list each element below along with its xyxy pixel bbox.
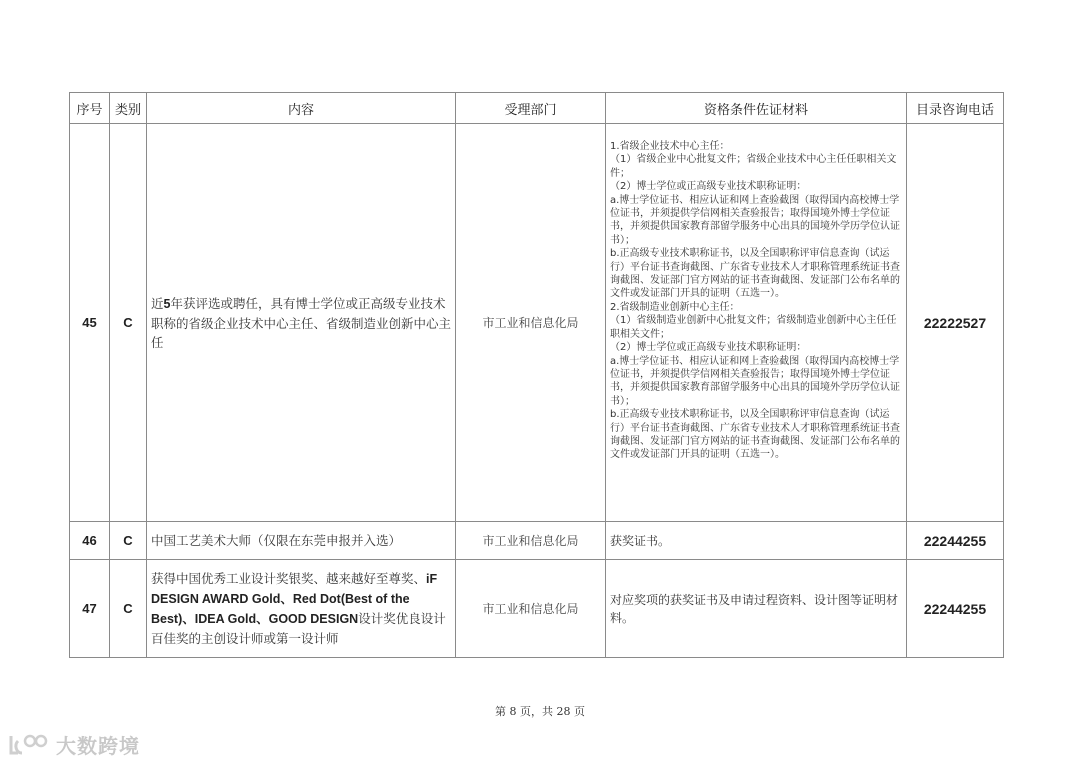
row-materials: 获奖证书。	[606, 522, 907, 560]
row-content: 中国工艺美术大师（仅限在东莞申报并入选）	[147, 522, 456, 560]
materials-line: （2）博士学位或正高级专业技术职称证明：	[610, 342, 807, 354]
table-row	[70, 522, 1004, 560]
row-category: C	[110, 522, 147, 560]
content-number: 5	[163, 296, 171, 311]
row-serial-number: 47	[70, 560, 110, 658]
header-phone: 目录咨询电话	[907, 93, 1004, 124]
watermark	[8, 730, 140, 759]
content-text: 获得中国优秀工业设计奖银奖、越来越好至尊奖、	[151, 571, 427, 586]
row-content	[147, 124, 456, 522]
materials-line: （2）博士学位或正高级专业技术职称证明：	[610, 181, 807, 193]
row-phone: 22222527	[907, 124, 1004, 522]
row-content	[147, 560, 456, 658]
content-text: 设计奖优良设计百佳奖的主创设计师或第一设计师	[151, 611, 446, 646]
row-department: 市工业和信息化局	[456, 522, 606, 560]
row-serial-number: 45	[70, 124, 110, 522]
watermark-logo-icon	[8, 733, 50, 757]
header-department: 受理部门	[456, 93, 606, 124]
qualification-table	[69, 92, 1004, 658]
row-materials	[606, 124, 907, 522]
content-award-names: iF DESIGN AWARD Gold、Red Dot(Best of the Best)、IDEA Gold、GOOD DESIGN	[151, 572, 438, 626]
content-text: 近	[151, 295, 164, 311]
table-header-row	[70, 93, 1004, 124]
row-department: 市工业和信息化局	[456, 560, 606, 658]
header-content: 内容	[147, 93, 456, 124]
header-category: 类别	[110, 93, 147, 124]
row-category: C	[110, 124, 147, 522]
materials-line: （1）省级企业中心批复文件；省级企业技术中心主任任职相关文件；	[610, 154, 897, 179]
materials-line: a.博士学位证书、相应认证和网上查验截图（取得国内高校博士学位证书，并须提供学信网相关查验报告；取得国境外博士学位证书，并须提供国家教育部留学服务中心出具的国境外学历学位认证书）；	[610, 194, 900, 246]
row-materials: 对应奖项的获奖证书及申请过程资料、设计图等证明材料。	[606, 560, 907, 658]
row-category: C	[110, 560, 147, 658]
header-materials: 资格条件佐证材料	[606, 93, 907, 124]
materials-line: （1）省级制造业创新中心批复文件；省级制造业创新中心主任任职相关文件；	[610, 315, 897, 340]
watermark-text: 大数跨境	[56, 734, 140, 758]
table-row	[70, 124, 1004, 522]
materials-line: b.正高级专业技术职称证书，以及全国职称评审信息查询（试运行）平台证书查询截图、广东省专业技术人才职称管理系统证书查询截图、发证部门官方网站的证书查询截图、发证部门公布名单的文件或发证部门开具的证明（五选一）。	[610, 248, 900, 300]
page-number-footer: 第 8 页，共 28 页	[495, 705, 585, 718]
row-phone: 22244255	[907, 560, 1004, 658]
materials-line: 1.省级企业技术中心主任：	[610, 141, 730, 152]
table-row	[70, 560, 1004, 658]
row-serial-number: 46	[70, 522, 110, 560]
materials-line: 2.省级制造业创新中心主任：	[610, 301, 740, 313]
row-department: 市工业和信息化局	[456, 124, 606, 522]
header-serial-number: 序号	[70, 93, 110, 124]
materials-line: a.博士学位证书、相应认证和网上查验截图（取得国内高校博士学位证书，并须提供学信网相关查验报告；取得国境外博士学位证书，并须提供国家教育部留学服务中心出具的国境外学历学位认证书）；	[610, 355, 900, 407]
content-text: 年获评选或聘任，具有博士学位或正高级专业技术职称的省级企业技术中心主任、省级制造业创新中心主任	[151, 295, 452, 350]
materials-line: b.正高级专业技术职称证书，以及全国职称评审信息查询（试运行）平台证书查询截图、广东省专业技术人才职称管理系统证书查询截图、发证部门官方网站的证书查询截图、发证部门公布名单的文件或发证部门开具的证明（五选一）。	[610, 409, 900, 461]
row-phone: 22244255	[907, 522, 1004, 560]
